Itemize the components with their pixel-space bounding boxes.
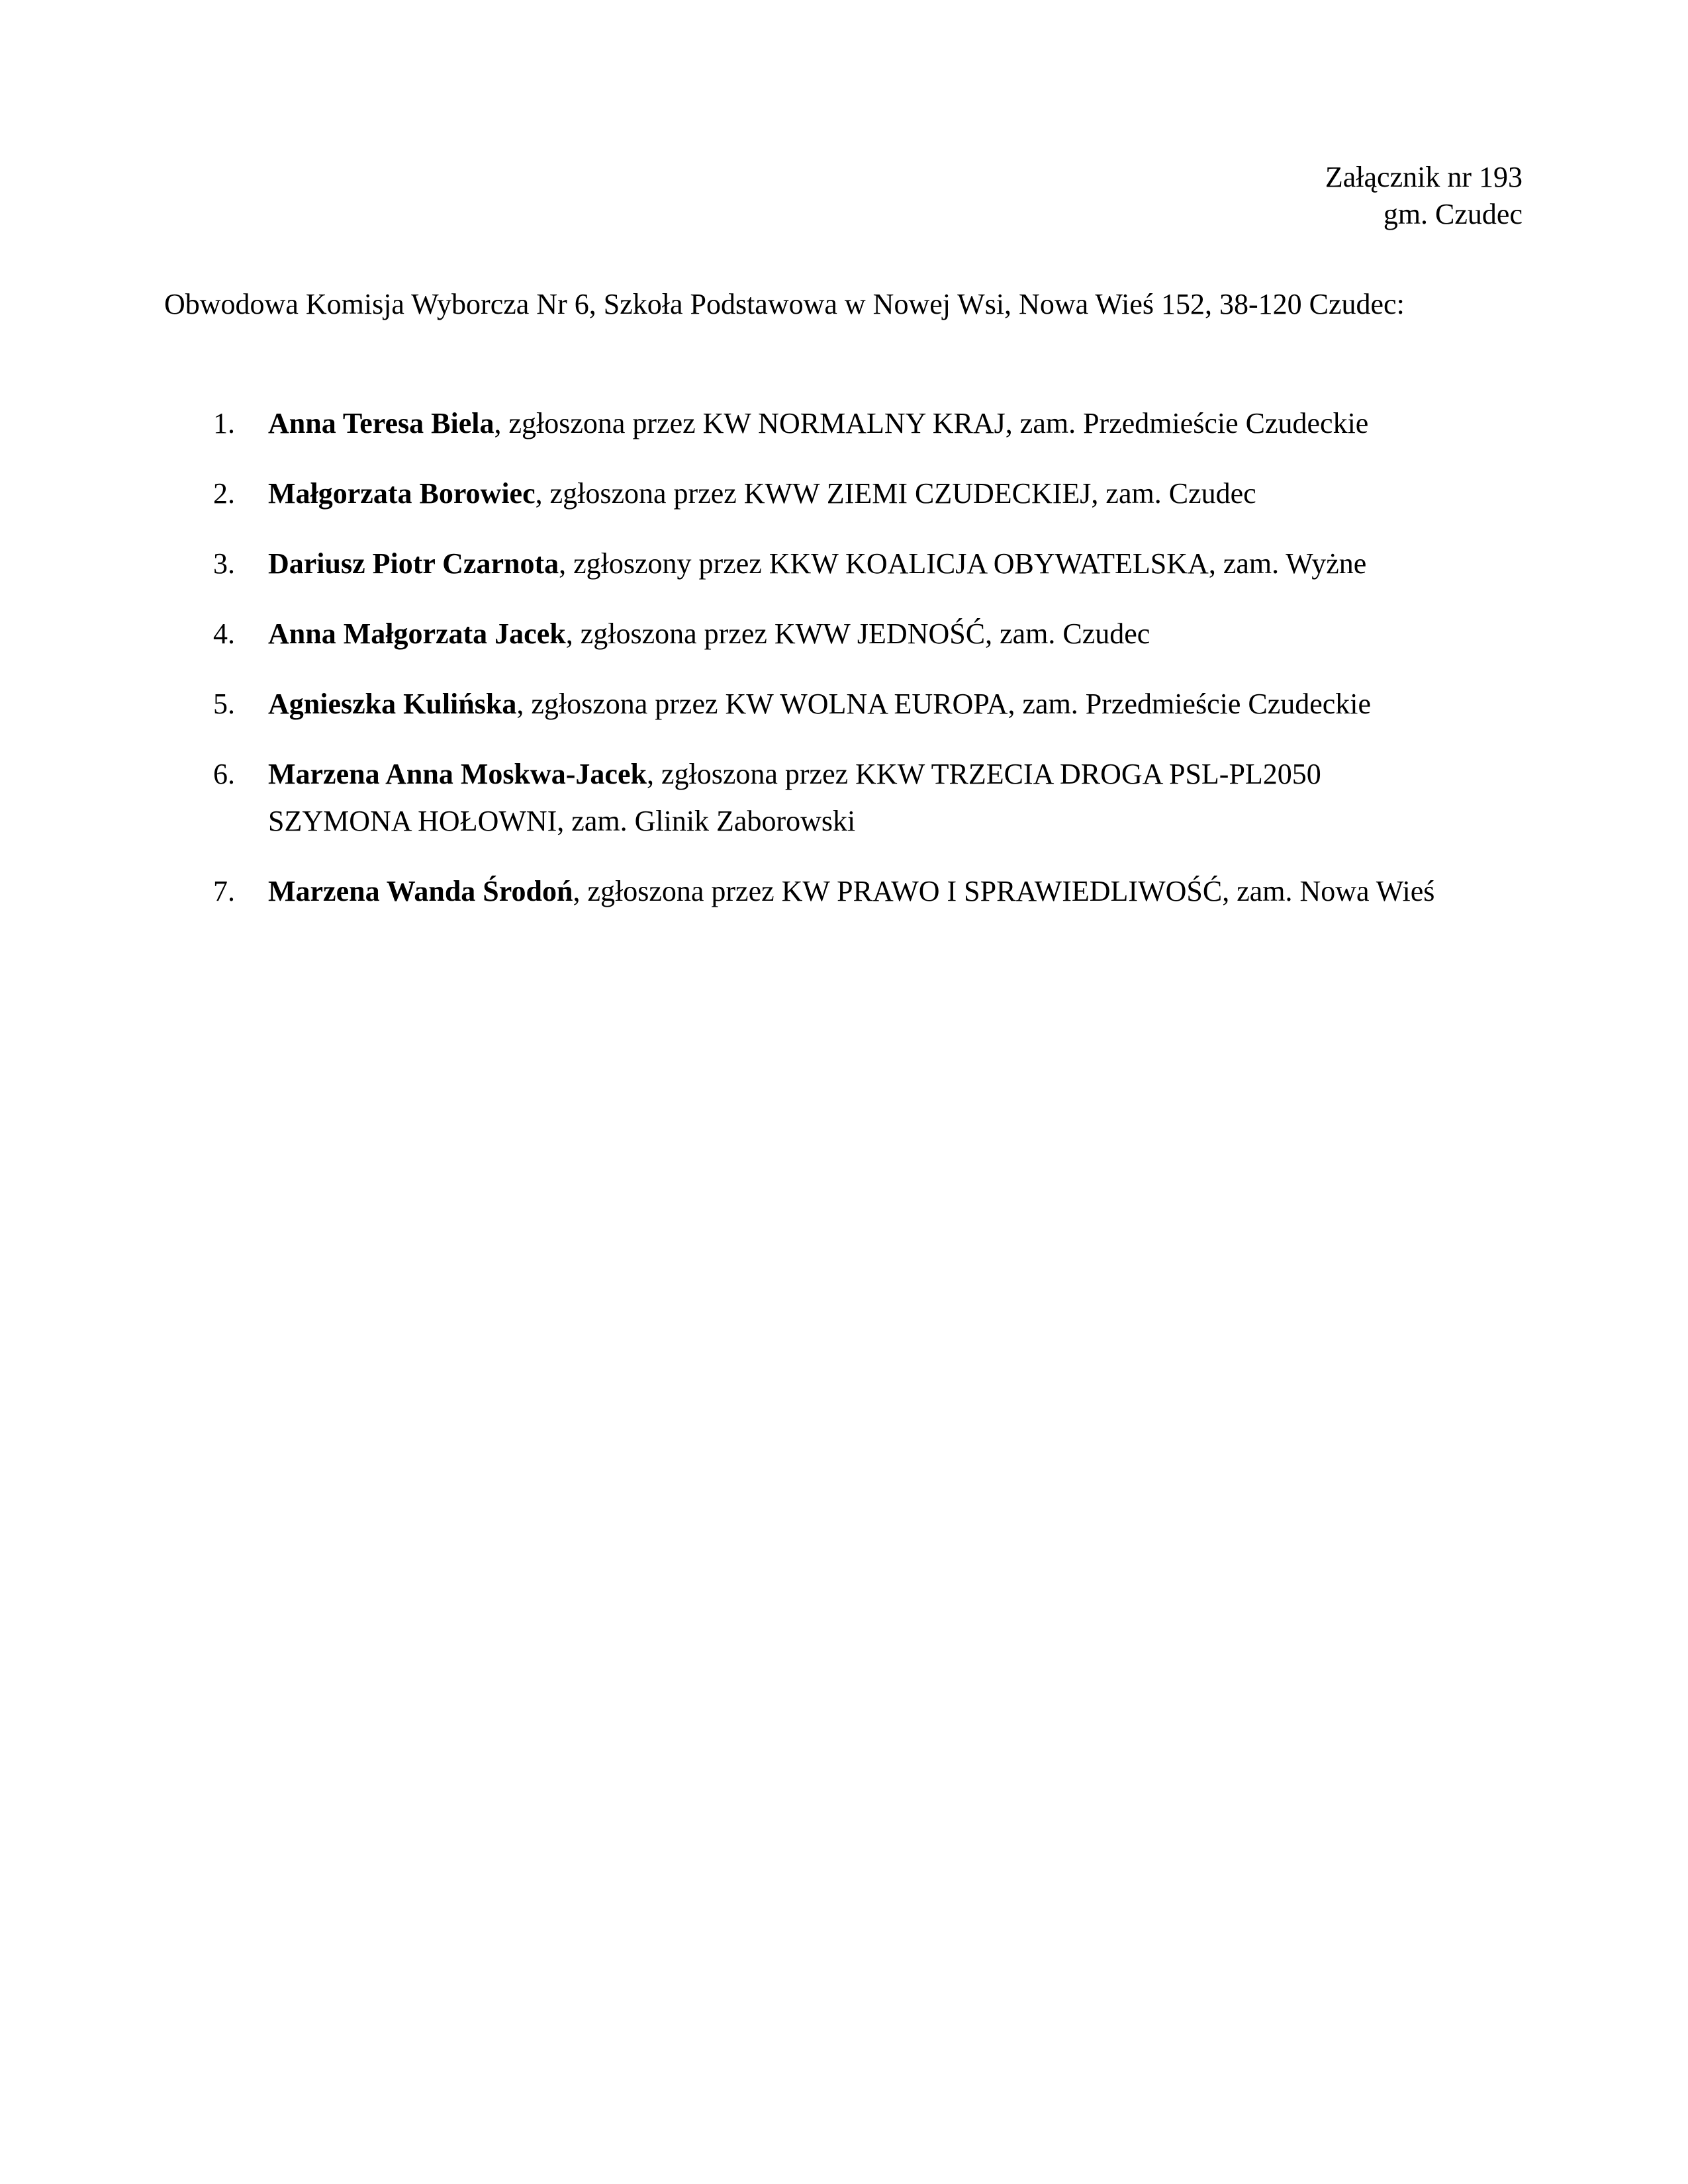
member-name: Małgorzata Borowiec bbox=[268, 477, 536, 510]
member-details: , zgłoszona przez KWW JEDNOŚĆ, zam. Czudec bbox=[565, 617, 1150, 650]
member-item bbox=[0, 400, 1688, 447]
member-number: 3. bbox=[213, 547, 235, 580]
member-item bbox=[0, 680, 1688, 727]
member-details: , zgłoszona przez KKW TRZECIA DROGA PSL-PL2050 SZYMONA HOŁOWNI, zam. Glinik Zaborowski bbox=[268, 758, 1321, 837]
member-number: 1. bbox=[213, 407, 235, 439]
member-list bbox=[0, 400, 1688, 938]
attachment-header bbox=[1325, 159, 1523, 233]
member-details: , zgłoszona przez KWW ZIEMI CZUDECKIEJ, zam. Czudec bbox=[535, 477, 1256, 510]
member-name: Dariusz Piotr Czarnota bbox=[268, 547, 559, 580]
member-details: , zgłoszony przez KKW KOALICJA OBYWATELSKA, zam. Wyżne bbox=[559, 547, 1367, 580]
member-entry bbox=[268, 610, 1460, 657]
member-entry bbox=[268, 540, 1460, 587]
member-item bbox=[0, 610, 1688, 657]
attachment-number: Załącznik nr 193 bbox=[1325, 161, 1523, 193]
member-number: 2. bbox=[213, 477, 235, 510]
member-number: 7. bbox=[213, 875, 235, 907]
member-name: Marzena Wanda Środoń bbox=[268, 875, 573, 907]
member-entry bbox=[268, 751, 1460, 844]
member-entry bbox=[268, 470, 1460, 517]
member-number: 5. bbox=[213, 688, 235, 720]
member-item bbox=[0, 868, 1688, 915]
member-entry bbox=[268, 868, 1460, 915]
member-number: 6. bbox=[213, 758, 235, 790]
member-name: Agnieszka Kulińska bbox=[268, 688, 517, 720]
member-name: Marzena Anna Moskwa-Jacek bbox=[268, 758, 647, 790]
member-details: , zgłoszona przez KW WOLNA EUROPA, zam. Przedmieście Czudeckie bbox=[516, 688, 1372, 720]
member-name: Anna Małgorzata Jacek bbox=[268, 617, 566, 650]
municipality-name: gm. Czudec bbox=[1383, 198, 1523, 230]
member-details: , zgłoszona przez KW PRAWO I SPRAWIEDLIWOŚĆ, zam. Nowa Wieś bbox=[573, 875, 1435, 907]
member-number: 4. bbox=[213, 617, 235, 650]
member-item bbox=[0, 470, 1688, 517]
member-details: , zgłoszona przez KW NORMALNY KRAJ, zam. Przedmieście Czudeckie bbox=[494, 407, 1369, 439]
member-name: Anna Teresa Biela bbox=[268, 407, 494, 439]
member-item bbox=[0, 540, 1688, 587]
member-item bbox=[0, 751, 1688, 844]
member-entry bbox=[268, 680, 1460, 727]
member-entry bbox=[268, 400, 1460, 447]
commission-title: Obwodowa Komisja Wyborcza Nr 6, Szkoła Podstawowa w Nowej Wsi, Nowa Wieś 152, 38-120 Czudec: bbox=[164, 288, 1405, 320]
